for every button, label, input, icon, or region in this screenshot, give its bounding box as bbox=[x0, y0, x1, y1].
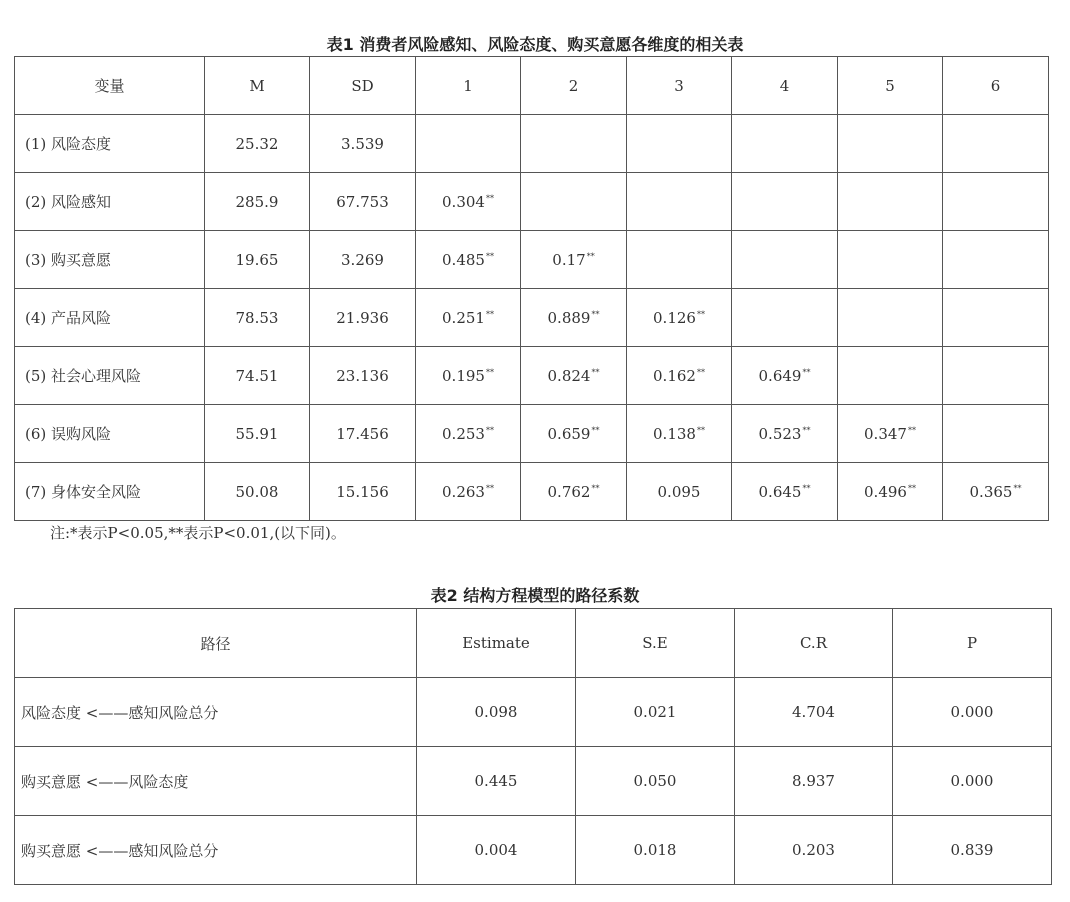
table-row bbox=[15, 747, 1052, 816]
sd-cell: 15.156 bbox=[310, 463, 416, 521]
sd-cell: 21.936 bbox=[310, 289, 416, 347]
correlation-cell bbox=[627, 289, 732, 347]
significance-mark: ** bbox=[591, 367, 600, 377]
variable-cell: (5) 社会心理风险 bbox=[15, 347, 205, 405]
variable-cell: (1) 风险态度 bbox=[15, 115, 205, 173]
significance-mark: ** bbox=[696, 425, 705, 435]
mean-cell: 74.51 bbox=[205, 347, 310, 405]
correlation-value: 0.253 bbox=[442, 424, 485, 443]
table-row bbox=[15, 816, 1052, 885]
p-cell: 0.000 bbox=[893, 678, 1052, 747]
table1-caption: 表1 消费者风险感知、风险态度、购买意愿各维度的相关表 bbox=[326, 35, 744, 54]
correlation-cell bbox=[416, 231, 521, 289]
header-cell: 4 bbox=[732, 57, 838, 115]
significance-mark: ** bbox=[802, 367, 811, 377]
correlation-cell bbox=[521, 115, 627, 173]
correlation-value: 0.659 bbox=[547, 424, 591, 443]
correlation-value: 0.347 bbox=[864, 424, 907, 443]
correlation-value: 0.138 bbox=[653, 424, 696, 443]
correlation-cell bbox=[732, 231, 838, 289]
significance-mark: ** bbox=[802, 425, 811, 435]
mean-cell: 50.08 bbox=[205, 463, 310, 521]
correlation-cell bbox=[943, 405, 1049, 463]
table1-note: 注:*表示P<0.05,**表示P<0.01,(以下同)。 bbox=[50, 524, 346, 542]
correlation-cell bbox=[943, 463, 1049, 521]
correlation-cell bbox=[416, 405, 521, 463]
path-cell: 购买意愿 <——感知风险总分 bbox=[15, 816, 417, 885]
correlation-cell bbox=[416, 173, 521, 231]
significance-mark: ** bbox=[591, 483, 600, 493]
correlation-value: 0.523 bbox=[758, 424, 802, 443]
significance-mark: ** bbox=[485, 367, 494, 377]
correlation-cell bbox=[838, 347, 943, 405]
se-cell: 0.021 bbox=[576, 678, 735, 747]
correlation-value: 0.649 bbox=[758, 366, 802, 385]
correlation-value: 0.304 bbox=[442, 192, 485, 211]
sd-cell: 67.753 bbox=[310, 173, 416, 231]
header-cell: M bbox=[205, 57, 310, 115]
correlation-value: 0.365 bbox=[969, 482, 1013, 501]
estimate-cell: 0.004 bbox=[417, 816, 576, 885]
correlation-value: 0.645 bbox=[758, 482, 802, 501]
correlation-value: 0.263 bbox=[442, 482, 485, 501]
estimate-cell: 0.445 bbox=[417, 747, 576, 816]
significance-mark: ** bbox=[696, 367, 705, 377]
header-cell: 1 bbox=[416, 57, 521, 115]
correlation-cell bbox=[838, 405, 943, 463]
correlation-value: 0.485 bbox=[442, 250, 485, 269]
correlation-value: 0.889 bbox=[547, 308, 591, 327]
correlation-cell bbox=[732, 115, 838, 173]
correlation-cell bbox=[943, 115, 1049, 173]
correlation-table bbox=[14, 56, 1049, 521]
sd-cell: 17.456 bbox=[310, 405, 416, 463]
table-row bbox=[15, 678, 1052, 747]
significance-mark: ** bbox=[485, 251, 494, 261]
correlation-cell bbox=[521, 173, 627, 231]
correlation-cell bbox=[838, 463, 943, 521]
table2-header-row bbox=[15, 609, 1052, 678]
significance-mark: ** bbox=[907, 483, 916, 493]
correlation-cell bbox=[838, 173, 943, 231]
cr-cell: 8.937 bbox=[735, 747, 893, 816]
se-cell: 0.018 bbox=[576, 816, 735, 885]
header-cell: 6 bbox=[943, 57, 1049, 115]
correlation-cell bbox=[521, 347, 627, 405]
correlation-cell bbox=[521, 405, 627, 463]
table-row bbox=[15, 289, 1049, 347]
variable-cell: (7) 身体安全风险 bbox=[15, 463, 205, 521]
correlation-cell bbox=[521, 231, 627, 289]
correlation-cell bbox=[627, 231, 732, 289]
significance-mark: ** bbox=[485, 193, 494, 203]
correlation-cell bbox=[627, 347, 732, 405]
correlation-cell bbox=[943, 347, 1049, 405]
significance-mark: ** bbox=[907, 425, 916, 435]
correlation-cell bbox=[732, 463, 838, 521]
significance-mark: ** bbox=[485, 483, 494, 493]
header-cell: SD bbox=[310, 57, 416, 115]
table-row bbox=[15, 231, 1049, 289]
correlation-value: 0.126 bbox=[653, 308, 696, 327]
correlation-value: 0.095 bbox=[657, 482, 701, 501]
mean-cell: 55.91 bbox=[205, 405, 310, 463]
correlation-cell bbox=[627, 115, 732, 173]
correlation-value: 0.251 bbox=[442, 308, 485, 327]
significance-mark: ** bbox=[591, 309, 600, 319]
correlation-cell bbox=[732, 289, 838, 347]
cr-cell: 0.203 bbox=[735, 816, 893, 885]
table1-header-row bbox=[15, 57, 1049, 115]
correlation-cell bbox=[943, 289, 1049, 347]
variable-cell: (4) 产品风险 bbox=[15, 289, 205, 347]
table-row bbox=[15, 173, 1049, 231]
header-cell: 路径 bbox=[15, 609, 417, 678]
sd-cell: 3.269 bbox=[310, 231, 416, 289]
mean-cell: 19.65 bbox=[205, 231, 310, 289]
correlation-cell bbox=[521, 289, 627, 347]
correlation-value: 0.496 bbox=[864, 482, 907, 501]
table2-caption: 表2 结构方程模型的路径系数 bbox=[430, 586, 640, 605]
header-cell: 5 bbox=[838, 57, 943, 115]
correlation-cell bbox=[838, 115, 943, 173]
correlation-value: 0.17 bbox=[552, 250, 586, 269]
sd-cell: 3.539 bbox=[310, 115, 416, 173]
header-cell: C.R bbox=[735, 609, 893, 678]
significance-mark: ** bbox=[591, 425, 600, 435]
correlation-cell bbox=[627, 405, 732, 463]
table-row bbox=[15, 405, 1049, 463]
correlation-cell bbox=[732, 405, 838, 463]
correlation-cell bbox=[416, 289, 521, 347]
path-cell: 风险态度 <——感知风险总分 bbox=[15, 678, 417, 747]
correlation-cell bbox=[416, 463, 521, 521]
path-cell: 购买意愿 <——风险态度 bbox=[15, 747, 417, 816]
variable-cell: (3) 购买意愿 bbox=[15, 231, 205, 289]
correlation-cell bbox=[627, 173, 732, 231]
header-cell: P bbox=[893, 609, 1052, 678]
significance-mark: ** bbox=[696, 309, 705, 319]
table-row bbox=[15, 347, 1049, 405]
header-cell: 3 bbox=[627, 57, 732, 115]
variable-cell: (6) 误购风险 bbox=[15, 405, 205, 463]
correlation-value: 0.824 bbox=[547, 366, 591, 385]
cr-cell: 4.704 bbox=[735, 678, 893, 747]
correlation-cell bbox=[838, 289, 943, 347]
header-cell: 2 bbox=[521, 57, 627, 115]
header-cell: 变量 bbox=[15, 57, 205, 115]
mean-cell: 285.9 bbox=[205, 173, 310, 231]
table-row bbox=[15, 463, 1049, 521]
significance-mark: ** bbox=[485, 309, 494, 319]
correlation-cell bbox=[732, 173, 838, 231]
significance-mark: ** bbox=[1013, 483, 1022, 493]
variable-cell: (2) 风险感知 bbox=[15, 173, 205, 231]
se-cell: 0.050 bbox=[576, 747, 735, 816]
correlation-cell bbox=[416, 115, 521, 173]
mean-cell: 25.32 bbox=[205, 115, 310, 173]
header-cell: Estimate bbox=[417, 609, 576, 678]
p-cell: 0.000 bbox=[893, 747, 1052, 816]
correlation-cell bbox=[627, 463, 732, 521]
correlation-cell bbox=[943, 231, 1049, 289]
table-row bbox=[15, 115, 1049, 173]
significance-mark: ** bbox=[586, 251, 595, 261]
correlation-cell bbox=[416, 347, 521, 405]
header-cell: S.E bbox=[576, 609, 735, 678]
significance-mark: ** bbox=[802, 483, 811, 493]
mean-cell: 78.53 bbox=[205, 289, 310, 347]
correlation-value: 0.195 bbox=[442, 366, 485, 385]
path-coefficient-table bbox=[14, 608, 1052, 885]
sd-cell: 23.136 bbox=[310, 347, 416, 405]
correlation-value: 0.762 bbox=[547, 482, 591, 501]
correlation-cell bbox=[521, 463, 627, 521]
correlation-cell bbox=[943, 173, 1049, 231]
correlation-cell bbox=[838, 231, 943, 289]
significance-mark: ** bbox=[485, 425, 494, 435]
correlation-value: 0.162 bbox=[653, 366, 696, 385]
p-cell: 0.839 bbox=[893, 816, 1052, 885]
correlation-cell bbox=[732, 347, 838, 405]
estimate-cell: 0.098 bbox=[417, 678, 576, 747]
